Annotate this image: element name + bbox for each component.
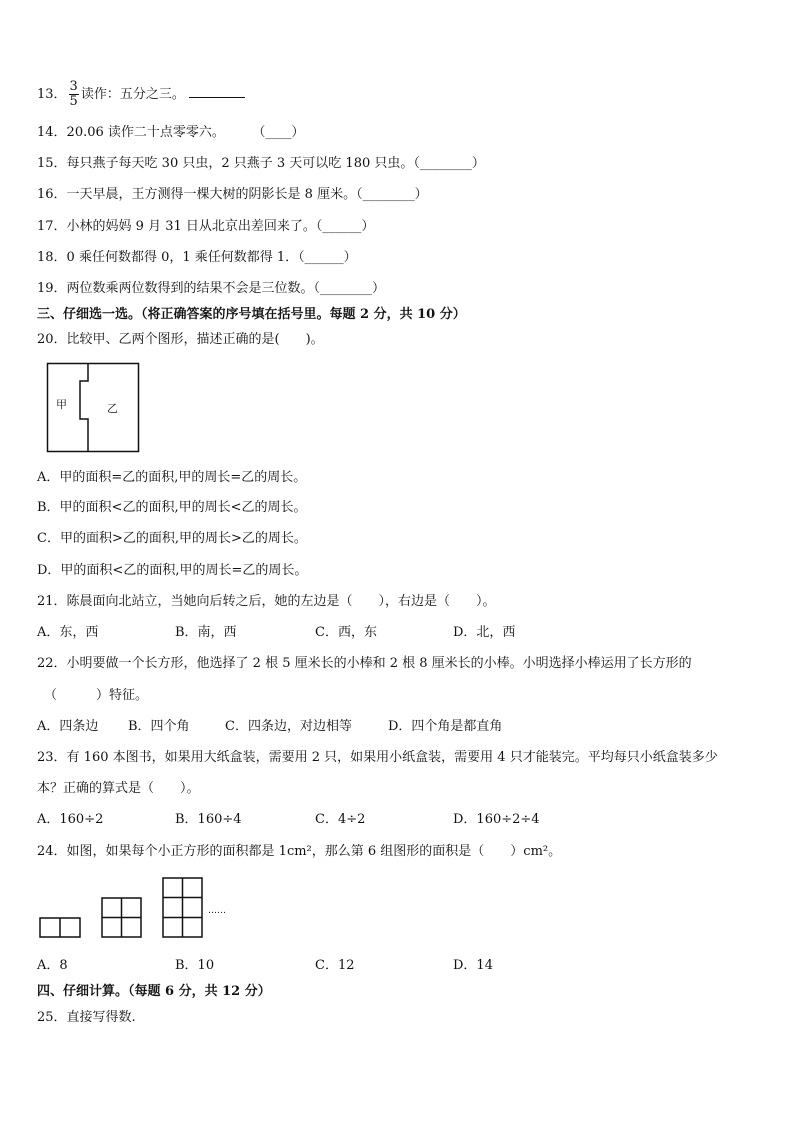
q13-text: 读作：五分之三。 <box>80 87 185 102</box>
question-16: 16．一天早晨，王方测得一棵大树的阴影长是 8 厘米。（________） <box>37 187 428 202</box>
question-21: 21．陈晨面向北站立，当她向后转之后，她的左边是（ ），右边是（ ）。 <box>37 594 496 609</box>
label-jia: 甲 <box>56 398 67 411</box>
q22-option-a[interactable]: A．四条边 <box>37 719 99 734</box>
q21-option-c[interactable]: C．西，东 <box>315 625 377 640</box>
q22-option-b[interactable]: B．四个角 <box>128 719 190 734</box>
q23-option-b[interactable]: B．160÷4 <box>175 812 242 827</box>
figure-group-2 <box>102 898 141 937</box>
fraction <box>69 80 79 109</box>
fraction-denominator: 5 <box>69 94 78 109</box>
q13-number: 13． <box>37 87 67 102</box>
q21-option-a[interactable]: A．东，西 <box>37 625 99 640</box>
ellipsis: …… <box>208 906 226 916</box>
q21-option-b[interactable]: B．南，西 <box>175 625 237 640</box>
question-15: 15．每只燕子每天吃 30 只虫，2 只燕子 3 天可以吃 180 只虫。（________） <box>37 156 485 171</box>
question-14 <box>37 124 304 142</box>
q24-option-b[interactable]: B．10 <box>175 958 215 973</box>
question-23-line1: 23．有 160 本图书，如果用大纸盒装，需要用 2 只，如果用小纸盒装，需要用 4 只才能装完。平均每只小纸盒装多少 <box>37 750 718 765</box>
question-13 <box>37 80 245 109</box>
q24-option-d[interactable]: D．14 <box>453 958 493 973</box>
section-4-heading: 四、仔细计算。（每题 6 分，共 12 分） <box>37 984 271 999</box>
question-25: 25．直接写得数. <box>37 1010 136 1025</box>
q24-option-a[interactable]: A．8 <box>37 958 68 973</box>
label-yi: 乙 <box>107 402 118 415</box>
q22-option-d[interactable]: D．四个角是都直角 <box>388 719 503 734</box>
q23-option-a[interactable]: A．160÷2 <box>37 812 104 827</box>
q20-figure <box>46 362 142 456</box>
section-3-heading: 三、仔细选一选。（将正确答案的序号填在括号里。每题 2 分，共 10 分） <box>37 307 466 322</box>
q20-option-d[interactable]: D．甲的面积<乙的面积,甲的周长=乙的周长。 <box>37 563 308 578</box>
q24-option-c[interactable]: C．12 <box>315 958 355 973</box>
q24-figure <box>38 876 238 940</box>
fraction-numerator: 3 <box>69 79 78 94</box>
q23-option-c[interactable]: C．4÷2 <box>315 812 366 827</box>
question-17: 17．小林的妈妈 9 月 31 日从北京出差回来了。（______） <box>37 219 375 234</box>
question-24: 24．如图，如果每个小正方形的面积都是 1cm²，那么第 6 组图形的面积是（ ）cm²。 <box>37 844 562 859</box>
question-19: 19．两位数乘两位数得到的结果不会是三位数。（________） <box>37 281 386 296</box>
question-23-line2: 本？正确的算式是（ ）。 <box>37 781 200 796</box>
question-18: 18．0 乘任何数都得 0，1 乘任何数都得 1．（______） <box>37 250 357 265</box>
q21-option-d[interactable]: D．北，西 <box>453 625 516 640</box>
q20-option-b[interactable]: B．甲的面积<乙的面积,甲的周长<乙的周长。 <box>37 500 307 515</box>
q23-option-d[interactable]: D．160÷2÷4 <box>453 812 540 827</box>
q13-answer-blank[interactable] <box>189 85 245 98</box>
q14-text: 14．20.06 读作二十点零零六。 <box>37 125 225 140</box>
question-22-line1: 22．小明要做一个长方形，他选择了 2 根 5 厘米长的小棒和 2 根 8 厘米长的小棒。小明选择小棒运用了长方形的 <box>37 656 692 671</box>
q22-option-c[interactable]: C．四条边，对边相等 <box>225 719 352 734</box>
question-20: 20．比较甲、乙两个图形，描述正确的是( )。 <box>37 332 324 347</box>
figure-group-1 <box>40 918 80 937</box>
q20-option-c[interactable]: C．甲的面积>乙的面积,甲的周长>乙的周长。 <box>37 531 307 546</box>
q14-answer-bracket[interactable]: （____） <box>258 125 305 140</box>
figure-group-3 <box>163 878 202 937</box>
figure-divider-line <box>80 364 88 452</box>
q20-option-a[interactable]: A．甲的面积=乙的面积,甲的周长=乙的周长。 <box>37 470 307 485</box>
question-22-line2: （ ）特征。 <box>44 688 149 703</box>
